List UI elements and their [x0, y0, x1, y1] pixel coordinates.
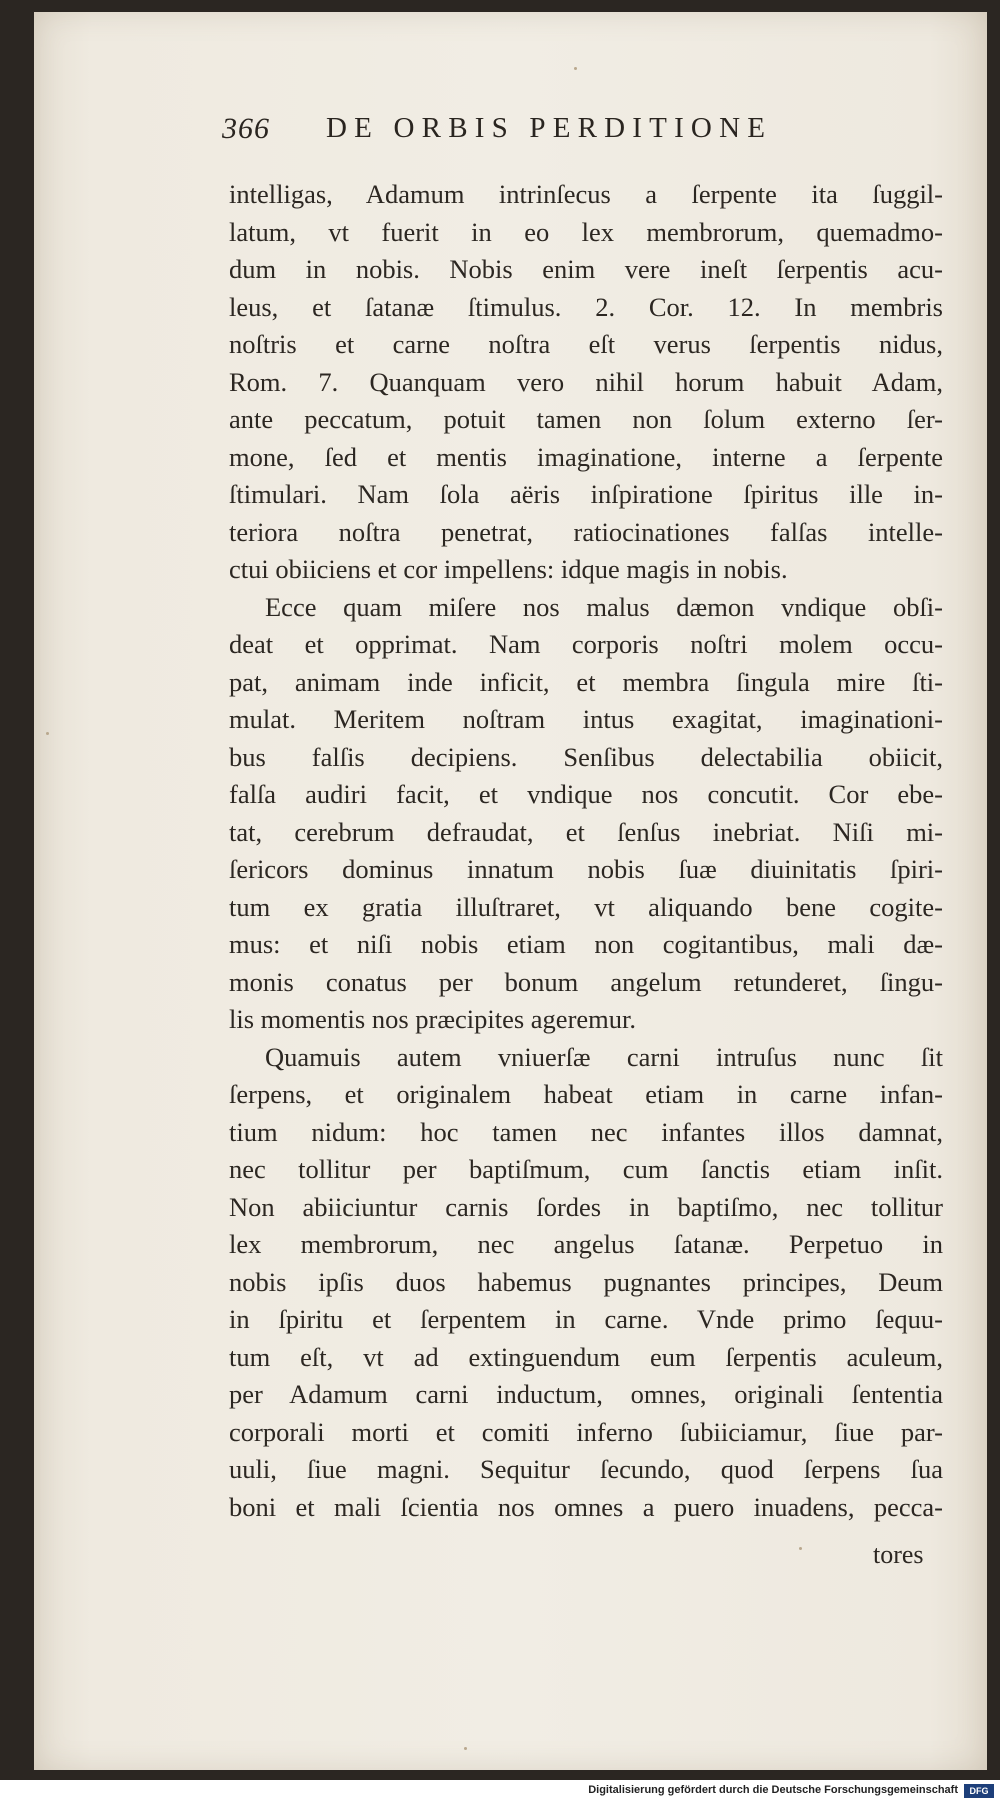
text-line: per Adamum carni inductum, omnes, originali ſententia [229, 1379, 943, 1409]
text-line: leus, et ſatanæ ſtimulus. 2. Cor. 12. In membris [229, 291, 943, 322]
text-line: noſtris et carne noſtra eſt verus ſerpentis nidus, [229, 329, 943, 359]
catchword: tores [873, 1540, 924, 1569]
text-line: Rom. 7. Quanquam vero nihil horum habuit Adam, [229, 366, 943, 397]
running-head-title: DE ORBIS PERDITIONE [326, 112, 773, 144]
text-line: Non abiiciuntur carnis ſordes in baptiſmo, nec tollitur [229, 1191, 943, 1222]
text-line: deat et opprimat. Nam corporis noſtri molem occu- [229, 629, 943, 659]
text-line: lis momentis nos præcipites ageremur. [229, 1004, 637, 1034]
text-line: monis conatus per bonum angelum retunderet, ſingu- [229, 966, 943, 997]
text-line: bus falſis decipiens. Senſibus delectabilia obiicit, [229, 741, 943, 772]
text-line: dum in nobis. Nobis enim vere ineſt ſerpentis acu- [229, 254, 943, 284]
funding-credit: Digitalisierung gefördert durch die Deutsche Forschungsgemeinschaft [588, 1784, 958, 1796]
text-line: teriora noſtra penetrat, ratiocinationes falſas intelle- [229, 516, 943, 547]
text-line: tum ex gratia illuſtraret, vt aliquando bene cogite- [229, 891, 943, 922]
text-line: tium nidum: hoc tamen nec infantes illos damnat, [229, 1116, 943, 1147]
paper-speck [46, 732, 49, 735]
body-text [229, 176, 943, 1526]
running-head [222, 112, 842, 152]
paper-speck [464, 1747, 467, 1750]
text-line: nec tollitur per baptiſmum, cum ſanctis etiam inſit. [229, 1154, 943, 1184]
text-line: Ecce quam miſere nos malus dæmon vndique obſi- [265, 591, 943, 622]
text-line: latum, vt fuerit in eo lex membrorum, quemadmo- [229, 216, 943, 247]
text-line: lex membrorum, nec angelus ſatanæ. Perpetuo in [229, 1229, 943, 1259]
text-line: ſerpens, et originalem habeat etiam in carne infan- [229, 1079, 943, 1109]
paper-speck [799, 1547, 802, 1550]
text-line: mus: et niſi nobis etiam non cogitantibus, mali dæ- [229, 929, 943, 959]
text-line: tum eſt, vt ad extinguendum eum ſerpentis aculeum, [229, 1341, 943, 1372]
text-line: mone, ſed et mentis imaginatione, interne a ſerpente [229, 441, 943, 472]
text-line: boni et mali ſcientia nos omnes a puero inuadens, pecca- [229, 1491, 943, 1522]
text-line: pat, animam inde inficit, et membra ſingula mire ſti- [229, 666, 943, 697]
text-line: falſa audiri facit, et vndique nos concutit. Cor ebe- [229, 779, 943, 809]
text-line: ctui obiiciens et cor impellens: idque magis in nobis. [229, 554, 788, 584]
footer-strip [0, 1780, 1000, 1803]
dfg-logo[interactable]: DFG [964, 1784, 994, 1798]
text-line: ſtimulari. Nam ſola aëris inſpiratione ſpiritus ille in- [229, 479, 943, 509]
text-line: intelligas, Adamum intrinſecus a ſerpente ita ſuggil- [229, 179, 943, 209]
text-line: in ſpiritu et ſerpentem in carne. Vnde primo ſequu- [229, 1304, 943, 1334]
text-line: tat, cerebrum defraudat, et ſenſus inebriat. Niſi mi- [229, 816, 943, 847]
paper-speck [574, 67, 577, 70]
text-line: corporali morti et comiti inferno ſubiiciamur, ſiue par- [229, 1416, 943, 1447]
page-number: 366 [222, 112, 270, 145]
text-line: Quamuis autem vniuerſæ carni intruſus nunc ſit [265, 1041, 943, 1072]
text-line: uuli, ſiue magni. Sequitur ſecundo, quod ſerpens ſua [229, 1454, 943, 1484]
text-line: ante peccatum, potuit tamen non ſolum externo ſer- [229, 404, 943, 434]
text-line: ſericors dominus innatum nobis ſuæ diuinitatis ſpiri- [229, 854, 943, 884]
text-line: nobis ipſis duos habemus pugnantes principes, Deum [229, 1266, 943, 1297]
text-line: mulat. Meritem noſtram intus exagitat, imaginationi- [229, 704, 943, 734]
